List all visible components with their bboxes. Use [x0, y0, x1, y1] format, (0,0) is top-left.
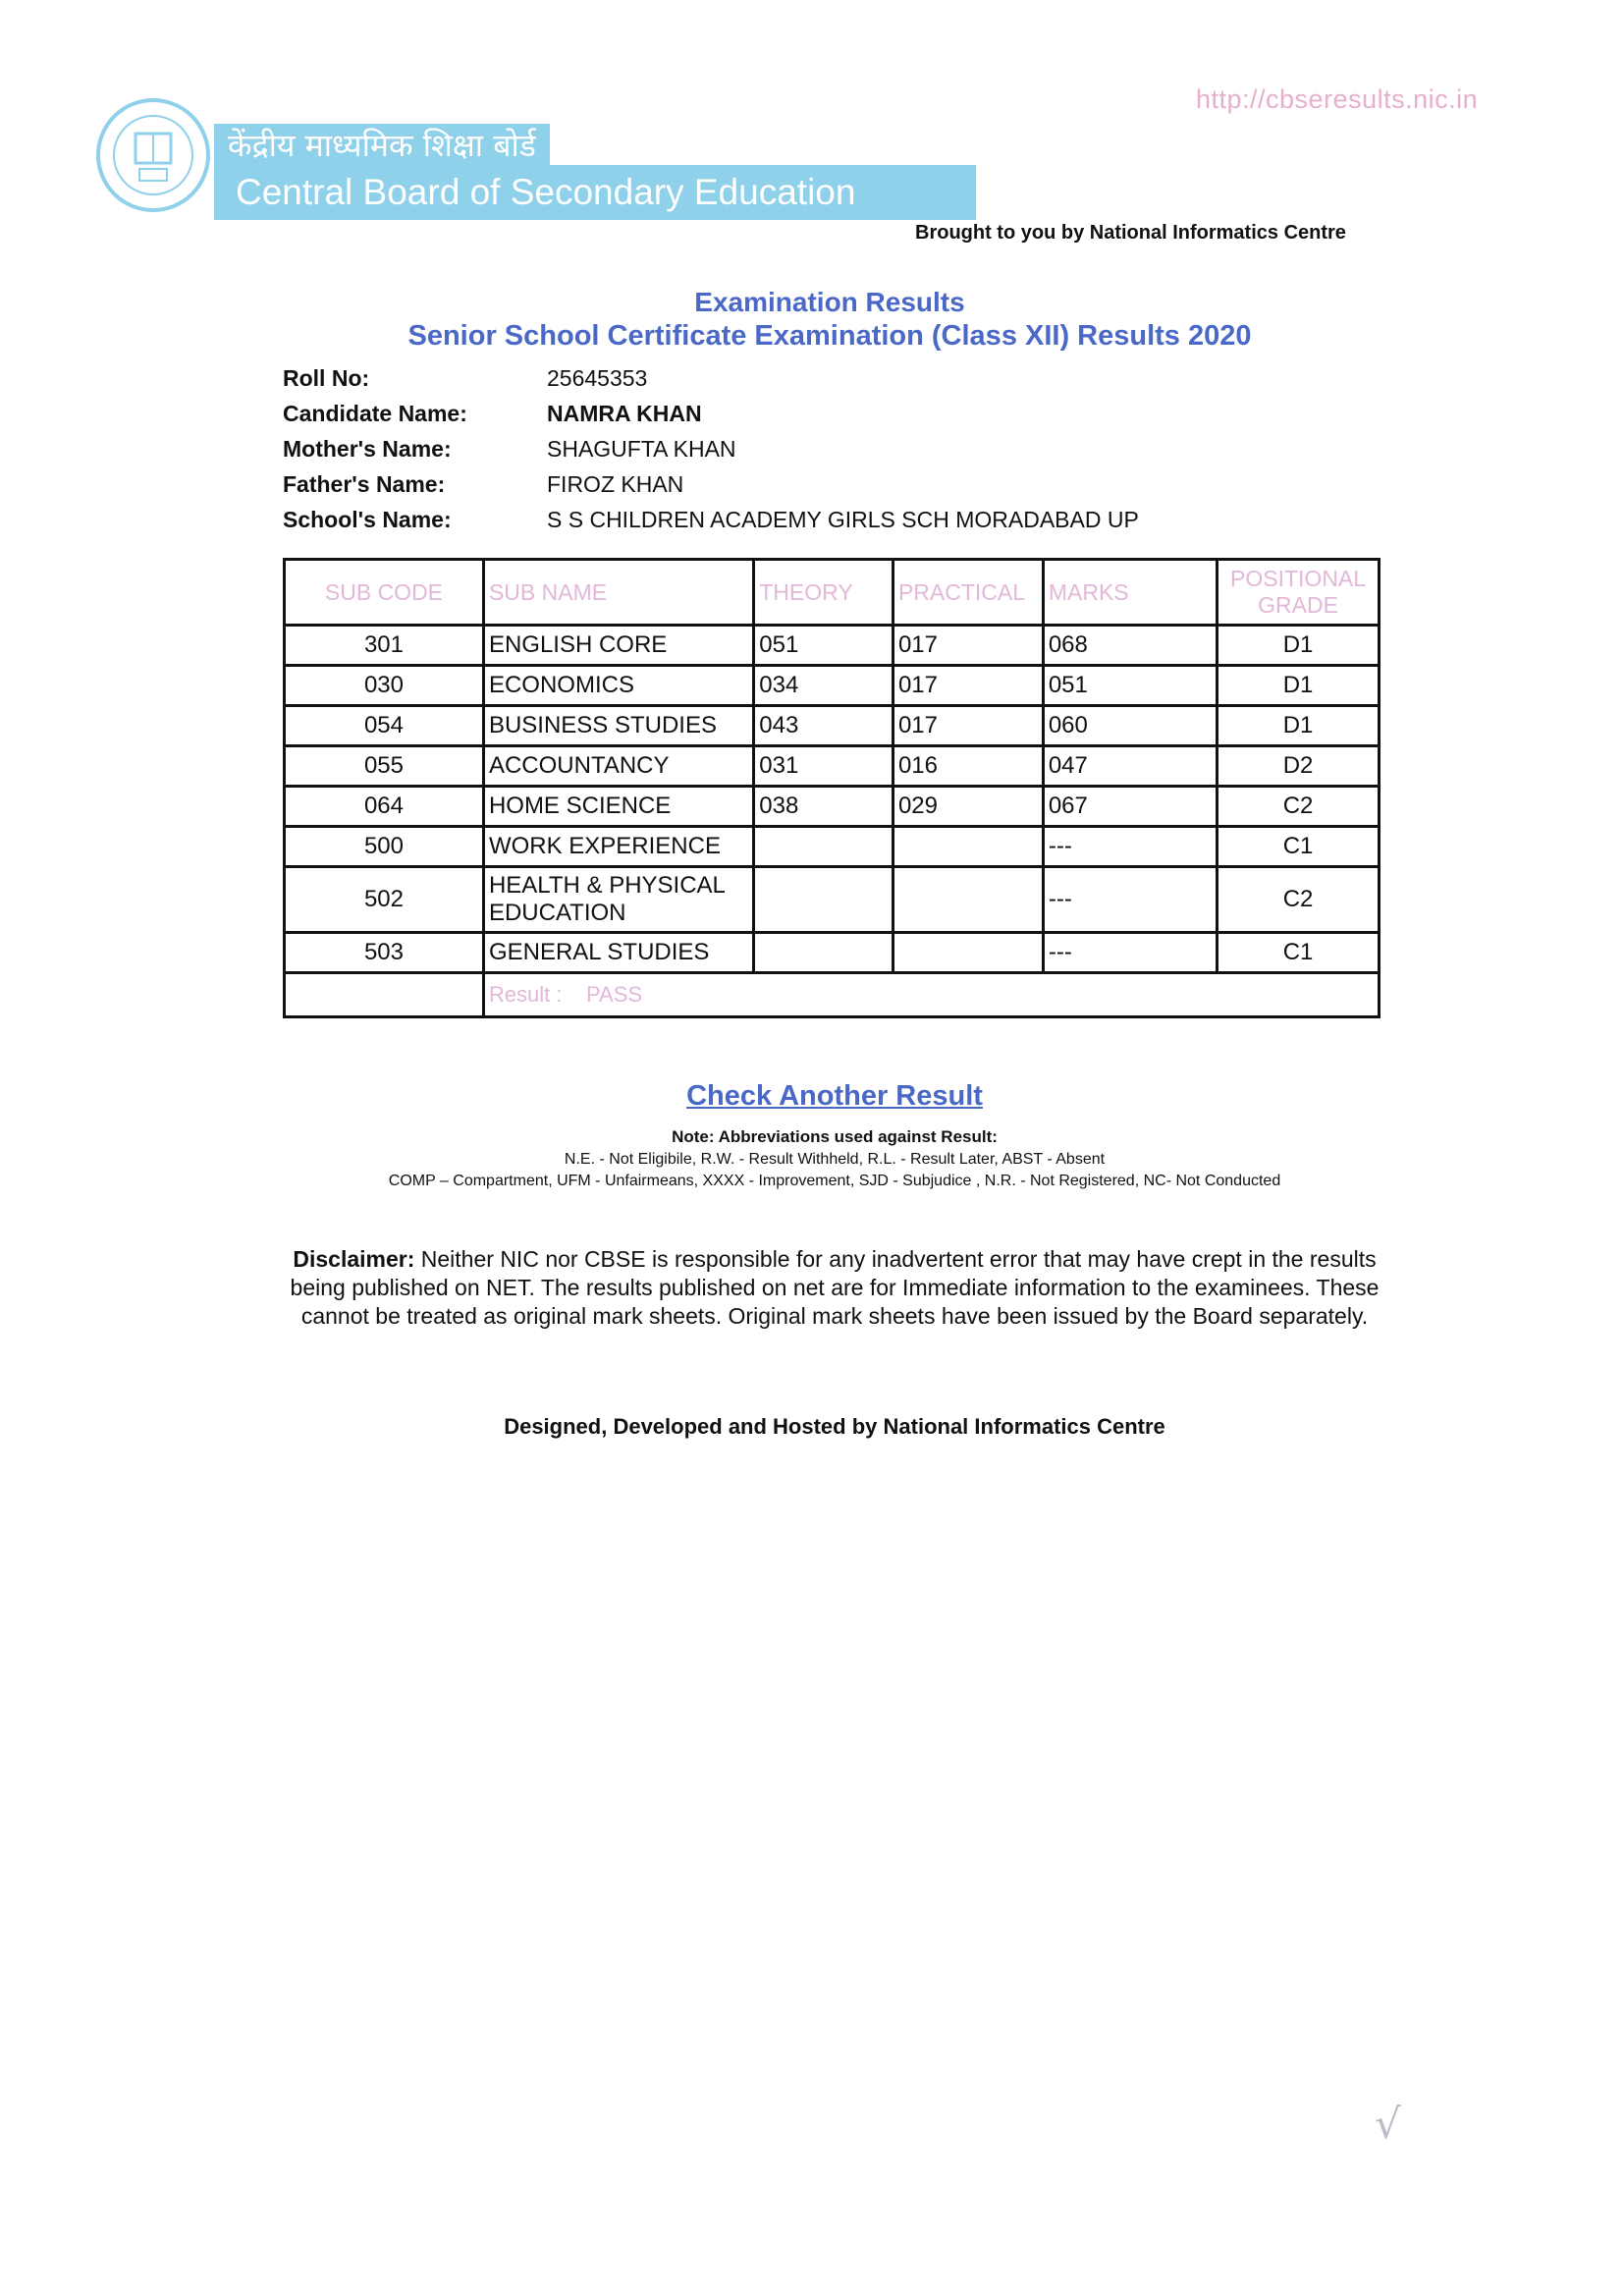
practical-cell: 029: [893, 787, 1043, 827]
practical-cell: 017: [893, 706, 1043, 746]
sub-code-cell: 502: [285, 867, 484, 933]
grade-cell: C1: [1218, 827, 1380, 867]
result-cell: [483, 973, 1379, 1017]
marks-cell: ---: [1043, 827, 1217, 867]
theory-cell: [754, 933, 893, 973]
sub-name-cell: ENGLISH CORE: [483, 626, 753, 666]
theory-cell: [754, 827, 893, 867]
abbreviations-line-1: N.E. - Not Eligibile, R.W. - Result Withheld, R.L. - Result Later, ABST - Absent: [564, 1151, 1106, 1168]
grade-cell: D1: [1218, 666, 1380, 706]
cbse-emblem-icon: [94, 96, 212, 214]
marks-cell: 051: [1043, 666, 1217, 706]
table-row: [285, 827, 1380, 867]
site-url: http://cbseresults.nic.in: [1196, 84, 1479, 114]
theory-cell: 034: [754, 666, 893, 706]
marks-cell: 060: [1043, 706, 1217, 746]
grade-cell: D2: [1218, 746, 1380, 787]
grade-cell: D1: [1218, 706, 1380, 746]
sub-name-cell: HOME SCIENCE: [483, 787, 753, 827]
result-value: PASS: [585, 982, 643, 1007]
table-row: [285, 706, 1380, 746]
sub-code-cell: 500: [285, 827, 484, 867]
result-label: Result :: [488, 982, 563, 1007]
marks-table: [283, 558, 1380, 1018]
table-header-row: [285, 560, 1380, 626]
table-row: [285, 867, 1380, 933]
table-row: [285, 666, 1380, 706]
handwritten-mark-icon: √: [1375, 2100, 1401, 2148]
header-sub-code: SUB CODE: [285, 560, 484, 626]
board-name-english: Central Board of Secondary Education: [214, 165, 976, 220]
disclaimer-text: Neither NIC nor CBSE is responsible for any inadvertent error that may have crept in the results being published on NET. The results published on net are for Immediate information to the examinees. These cannot be treated as original mark sheets. Original mark sheets have been issued by the Board separately.: [290, 1246, 1380, 1329]
father-name-label: Father's Name:: [283, 471, 446, 497]
table-row: [285, 626, 1380, 666]
marks-cell: 047: [1043, 746, 1217, 787]
sub-code-cell: 030: [285, 666, 484, 706]
header-marks: MARKS: [1043, 560, 1217, 626]
grade-cell: C1: [1218, 933, 1380, 973]
theory-cell: [754, 867, 893, 933]
roll-no-value: 25645353: [547, 365, 648, 391]
brought-by-text: Brought to you by National Informatics Centre: [915, 222, 1346, 244]
table-row: [285, 746, 1380, 787]
sub-name-cell: BUSINESS STUDIES: [483, 706, 753, 746]
sub-name-cell: GENERAL STUDIES: [483, 933, 753, 973]
sub-code-cell: 055: [285, 746, 484, 787]
mother-name-value: SHAGUFTA KHAN: [547, 436, 736, 462]
roll-no-label: Roll No:: [283, 365, 370, 391]
father-name-value: FIROZ KHAN: [547, 471, 684, 497]
sub-code-cell: 064: [285, 787, 484, 827]
practical-cell: 017: [893, 626, 1043, 666]
abbreviations-line-2: COMP – Compartment, UFM - Unfairmeans, XXXX - Improvement, SJD - Subjudice , N.R. - Not Registered, NC- Not Conducted: [388, 1173, 1281, 1189]
sub-name-cell: HEALTH & PHYSICAL EDUCATION: [483, 867, 753, 933]
school-name-label: School's Name:: [283, 507, 452, 532]
grade-cell: C2: [1218, 787, 1380, 827]
header-theory: THEORY: [754, 560, 893, 626]
practical-cell: 016: [893, 746, 1043, 787]
grade-cell: C2: [1218, 867, 1380, 933]
results-title: Examination Results: [694, 287, 965, 317]
header-practical: PRACTICAL: [893, 560, 1043, 626]
sub-code-cell: 503: [285, 933, 484, 973]
disclaimer: [285, 1245, 1384, 1331]
marks-cell: 067: [1043, 787, 1217, 827]
practical-cell: [893, 827, 1043, 867]
marks-cell: 068: [1043, 626, 1217, 666]
marks-cell: ---: [1043, 933, 1217, 973]
abbreviations-note-title: Note: Abbreviations used against Result:: [672, 1127, 998, 1146]
school-name-value: S S CHILDREN ACADEMY GIRLS SCH MORADABAD UP: [547, 507, 1139, 532]
marks-cell: ---: [1043, 867, 1217, 933]
table-row: [285, 787, 1380, 827]
mother-name-label: Mother's Name:: [283, 436, 452, 462]
grade-cell: D1: [1218, 626, 1380, 666]
practical-cell: [893, 933, 1043, 973]
exam-title: Senior School Certificate Examination (Class XII) Results 2020: [407, 320, 1252, 352]
candidate-name-label: Candidate Name:: [283, 401, 467, 426]
sub-code-cell: 054: [285, 706, 484, 746]
header-sub-name: SUB NAME: [483, 560, 753, 626]
check-another-result-link[interactable]: Check Another Result: [686, 1080, 983, 1112]
candidate-name-value: NAMRA KHAN: [547, 401, 702, 426]
board-name-hindi: केंद्रीय माध्यमिक शिक्षा बोर्ड: [214, 124, 550, 167]
theory-cell: 038: [754, 787, 893, 827]
theory-cell: 051: [754, 626, 893, 666]
sub-name-cell: ACCOUNTANCY: [483, 746, 753, 787]
practical-cell: [893, 867, 1043, 933]
table-row: [285, 933, 1380, 973]
theory-cell: 043: [754, 706, 893, 746]
designed-by-text: Designed, Developed and Hosted by National Informatics Centre: [504, 1414, 1165, 1439]
result-row: [285, 973, 1380, 1017]
practical-cell: 017: [893, 666, 1043, 706]
sub-name-cell: WORK EXPERIENCE: [483, 827, 753, 867]
sub-code-cell: 301: [285, 626, 484, 666]
sub-name-cell: ECONOMICS: [483, 666, 753, 706]
header-positional-grade: POSITIONAL GRADE: [1218, 560, 1380, 626]
result-empty-cell: [285, 973, 484, 1017]
theory-cell: 031: [754, 746, 893, 787]
disclaimer-label: Disclaimer:: [293, 1246, 415, 1272]
